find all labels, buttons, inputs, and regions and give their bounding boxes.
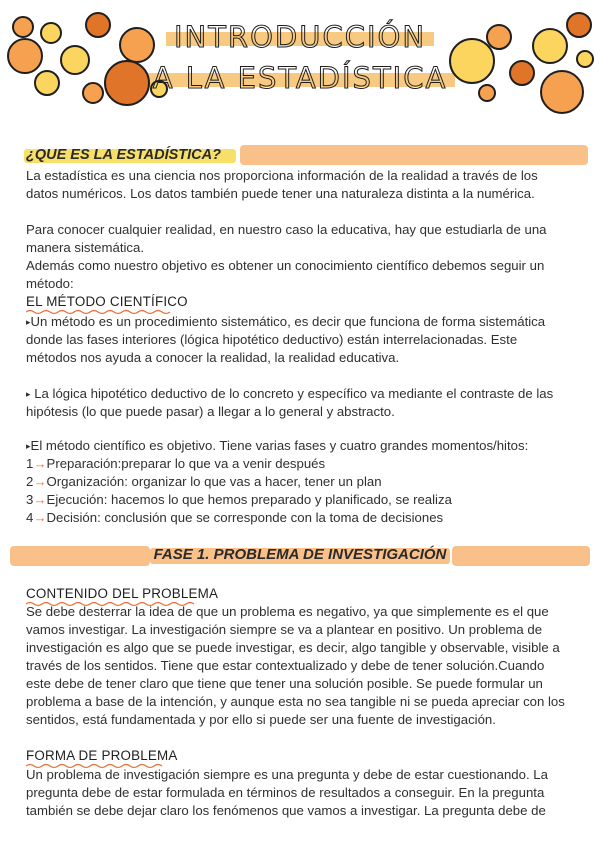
- step-item: 4→Decisión: conclusión que se corresponde con la toma de decisiones: [26, 510, 444, 525]
- paragraph-definition: La estadística es una ciencia nos proporciona información de la realidad a través de los datos numéricos. Los datos también puede tener una naturaleza distinta a la numérica.: [26, 168, 538, 201]
- paragraph-forma: Un problema de investigación siempre es una pregunta y debe de estar cuestionando. La pregunta debe de estar formulada en términos de resultados a conseguir. En la pregunta también se debe dejar claro los fenómenos que vamos a investigar. La pregunta debe de: [26, 767, 548, 818]
- bullet-icon: ▸: [26, 317, 31, 327]
- step-item: 1→Preparación:preparar lo que va a venir después: [26, 456, 326, 471]
- step-item: 3→Ejecución: hacemos lo que hemos preparado y planificado, se realiza: [26, 492, 452, 507]
- section-heading-estadistica: ¿QUE ES LA ESTADÍSTICA?: [26, 147, 221, 163]
- heading-bar-right: [240, 145, 588, 165]
- paragraph-method-intro: Para conocer cualquier realidad, en nuestro caso la educativa, hay que estudiarla de una manera sistemática. Además como nuestro objetivo es obtener un conocimiento científico debemos seguir un método:: [26, 222, 547, 291]
- title-line-1: INTRODUCCIÓN: [166, 22, 434, 52]
- arrow-right-icon: →: [33, 474, 47, 489]
- subheading-forma: FORMA DE PROBLEMA: [26, 748, 177, 763]
- title-line-2: A LA ESTADÍSTICA: [145, 63, 456, 93]
- paragraph-method-def: ▸Un método es un procedimiento sistemático, es decir que funciona de forma sistemática donde las fases interiores (lógica hipotético deductivo) están interrelacionadas. Este métodos nos ayuda a conocer la realidad, la realidad educativa.: [26, 314, 546, 365]
- paragraph-phases: ▸El método científico es objetivo. Tiene varias fases y cuatro grandes momentos/hitos: 1→Preparación:preparar lo que va a venir después 2→Organización: organizar lo que vas a hacer, tener un plan 3→Ejecución: hacemos lo que hemos preparado y planificado, se realiza 4→Decisión: conclusión que se corresponde con la toma de decisiones: [26, 437, 578, 527]
- bullet-icon: ▸: [26, 389, 31, 399]
- title-line-1-wrap: [0, 22, 600, 52]
- bullet-icon: ▸: [26, 441, 31, 451]
- arrow-right-icon: →: [33, 510, 47, 525]
- paragraph-contenido: Se debe desterrar la idea de que un problema es negativo, ya que simplemente es el que vamos investigar. La investigación siempre se va a plantear en positivo. Un problema de investigación es algo que se puede investigar, es decir, algo tangible y observable, visible a través de los sentidos. Tiene que estar contextualizado y debe de tener solución.Cuando este debe de tener claro que tiene que tener una solución posible. Se puede formular un problema a base de la intención, y aunque esta no sea tangible ni se pueda apreciar con los sentidos, está fundamentada y por ello si puede ser una fuente de investigación.: [26, 604, 565, 727]
- arrow-right-icon: →: [33, 492, 47, 507]
- section-heading-fase1: FASE 1. PROBLEMA DE INVESTIGACIÓN: [153, 546, 447, 563]
- subheading-contenido: CONTENIDO DEL PROBLEMA: [26, 586, 218, 601]
- subheading-metodo: EL MÉTODO CIENTÍFICO: [26, 294, 188, 309]
- title-line-2-wrap: [0, 63, 600, 93]
- step-item: 2→Organización: organizar lo que vas a hacer, tener un plan: [26, 474, 382, 489]
- arrow-right-icon: →: [33, 456, 47, 471]
- paragraph-hypothetic: ▸ La lógica hipotético deductivo de lo concreto y específico va mediante el contraste de las hipótesis (lo que puede pasar) a llegar a lo general y abstracto.: [26, 386, 554, 419]
